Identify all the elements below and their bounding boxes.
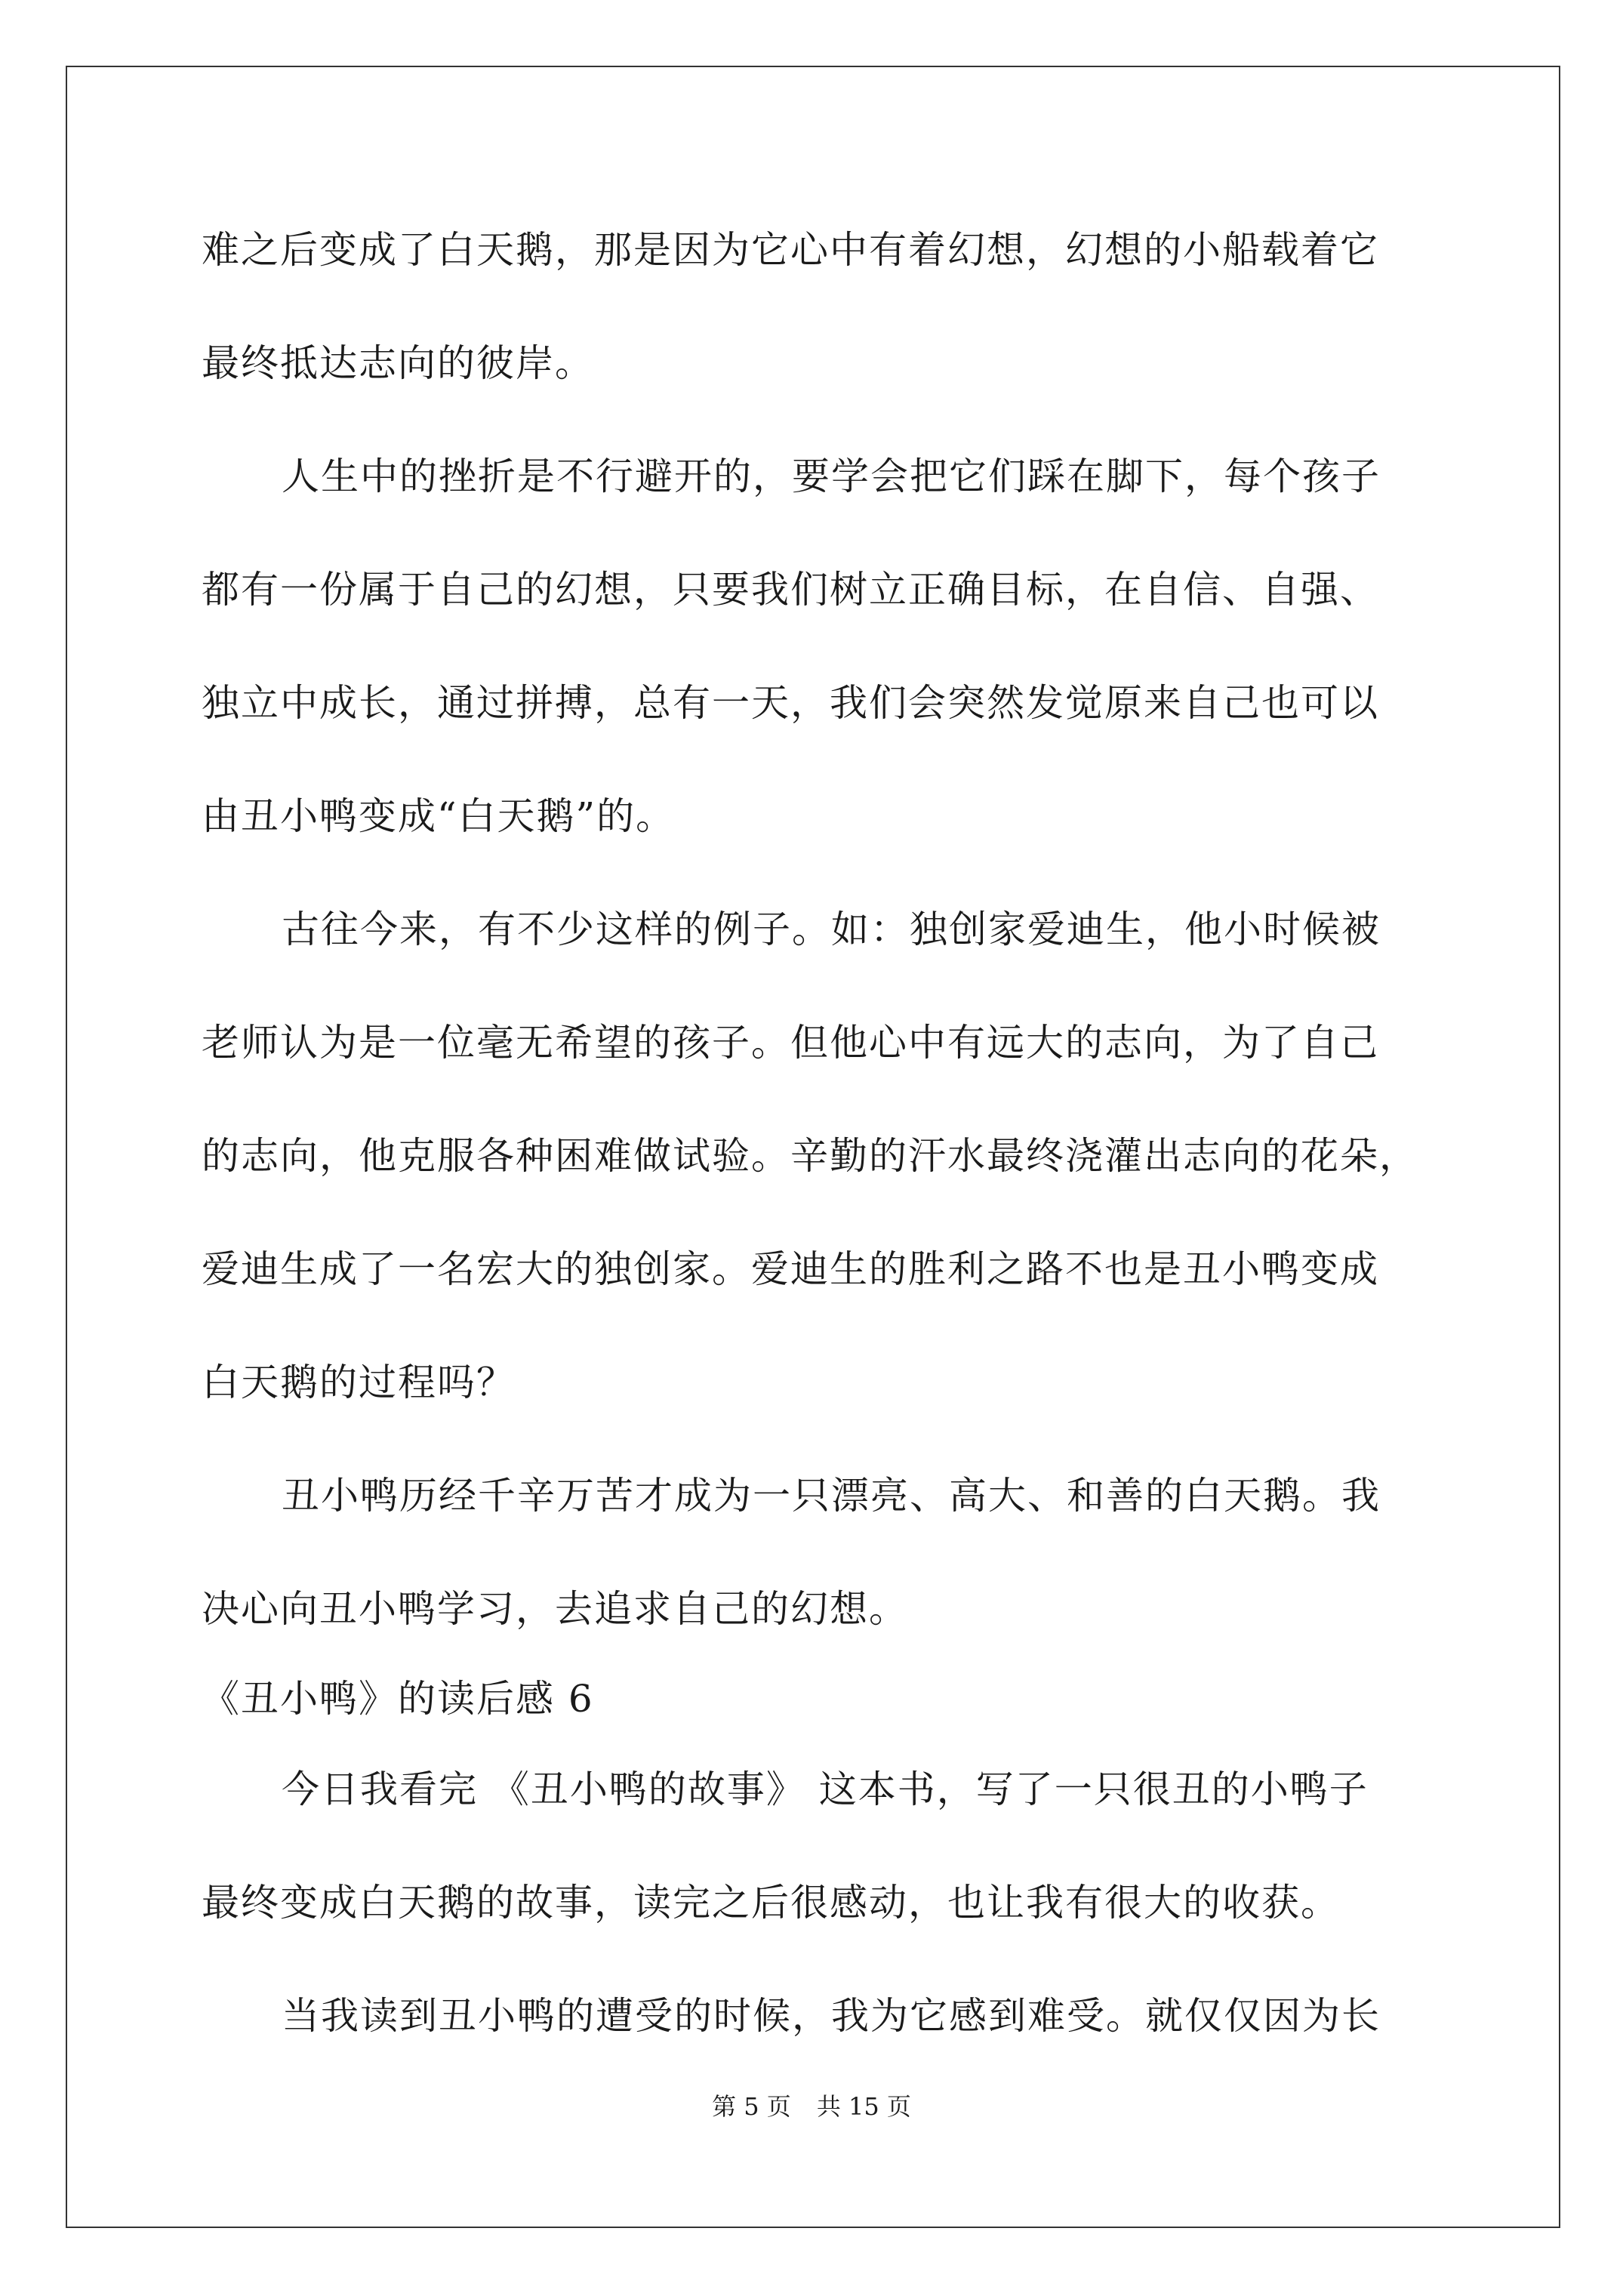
text-line: 最终变成白天鹅的故事，读完之后很感动，也让我有很大的收获。 [202, 1881, 1340, 1925]
section-heading: 《丑小鸭》的读后感 6 [202, 1677, 594, 1721]
text-line: 决心向丑小鸭学习，去追求自己的幻想。 [202, 1587, 908, 1631]
paragraph-start-line: 人生中的挫折是不行避开的，要学会把它们踩在脚下，每个孩子 [282, 455, 1381, 498]
text-line: 爱迪生成了一名宏大的独创家。爱迪生的胜利之路不也是丑小鸭变成 [202, 1247, 1379, 1291]
text-line: 白天鹅的过程吗？ [202, 1361, 516, 1404]
text-line: 都有一份属于自己的幻想，只要我们树立正确目标，在自信、自强、 [202, 568, 1379, 612]
text-line: 最终抵达志向的彼岸。 [202, 341, 594, 385]
page-number: 第 5 页 [712, 2092, 791, 2121]
text-line: 由丑小鸭变成“白天鹅”的。 [202, 794, 676, 838]
page-footer [0, 2090, 1623, 2123]
page-total: 共 15 页 [816, 2092, 911, 2121]
text-line: 老师认为是一位毫无希望的孩子。但他心中有远大的志向，为了自己 [202, 1021, 1379, 1065]
paragraph-start-line: 古往今来，有不少这样的例子。如：独创家爱迪生，他小时候被 [282, 908, 1381, 951]
text-line: 难之后变成了白天鹅，那是因为它心中有着幻想，幻想的小船载着它 [202, 228, 1379, 272]
text-line: 的志向，他克服各种困难做试验。辛勤的汗水最终浇灌出志向的花朵， [202, 1134, 1418, 1178]
text-line: 独立中成长，通过拼搏，总有一天，我们会突然发觉原来自己也可以 [202, 681, 1379, 725]
paragraph-start-line: 当我读到丑小鸭的遭受的时候，我为它感到难受。就仅仅因为长 [282, 1994, 1381, 2038]
paragraph-start-line: 丑小鸭历经千辛万苦才成为一只漂亮、高大、和善的白天鹅。我 [282, 1474, 1381, 1518]
paragraph-start-line: 今日我看完 《丑小鸭的故事》 这本书，写了一只很丑的小鸭子 [282, 1767, 1369, 1811]
